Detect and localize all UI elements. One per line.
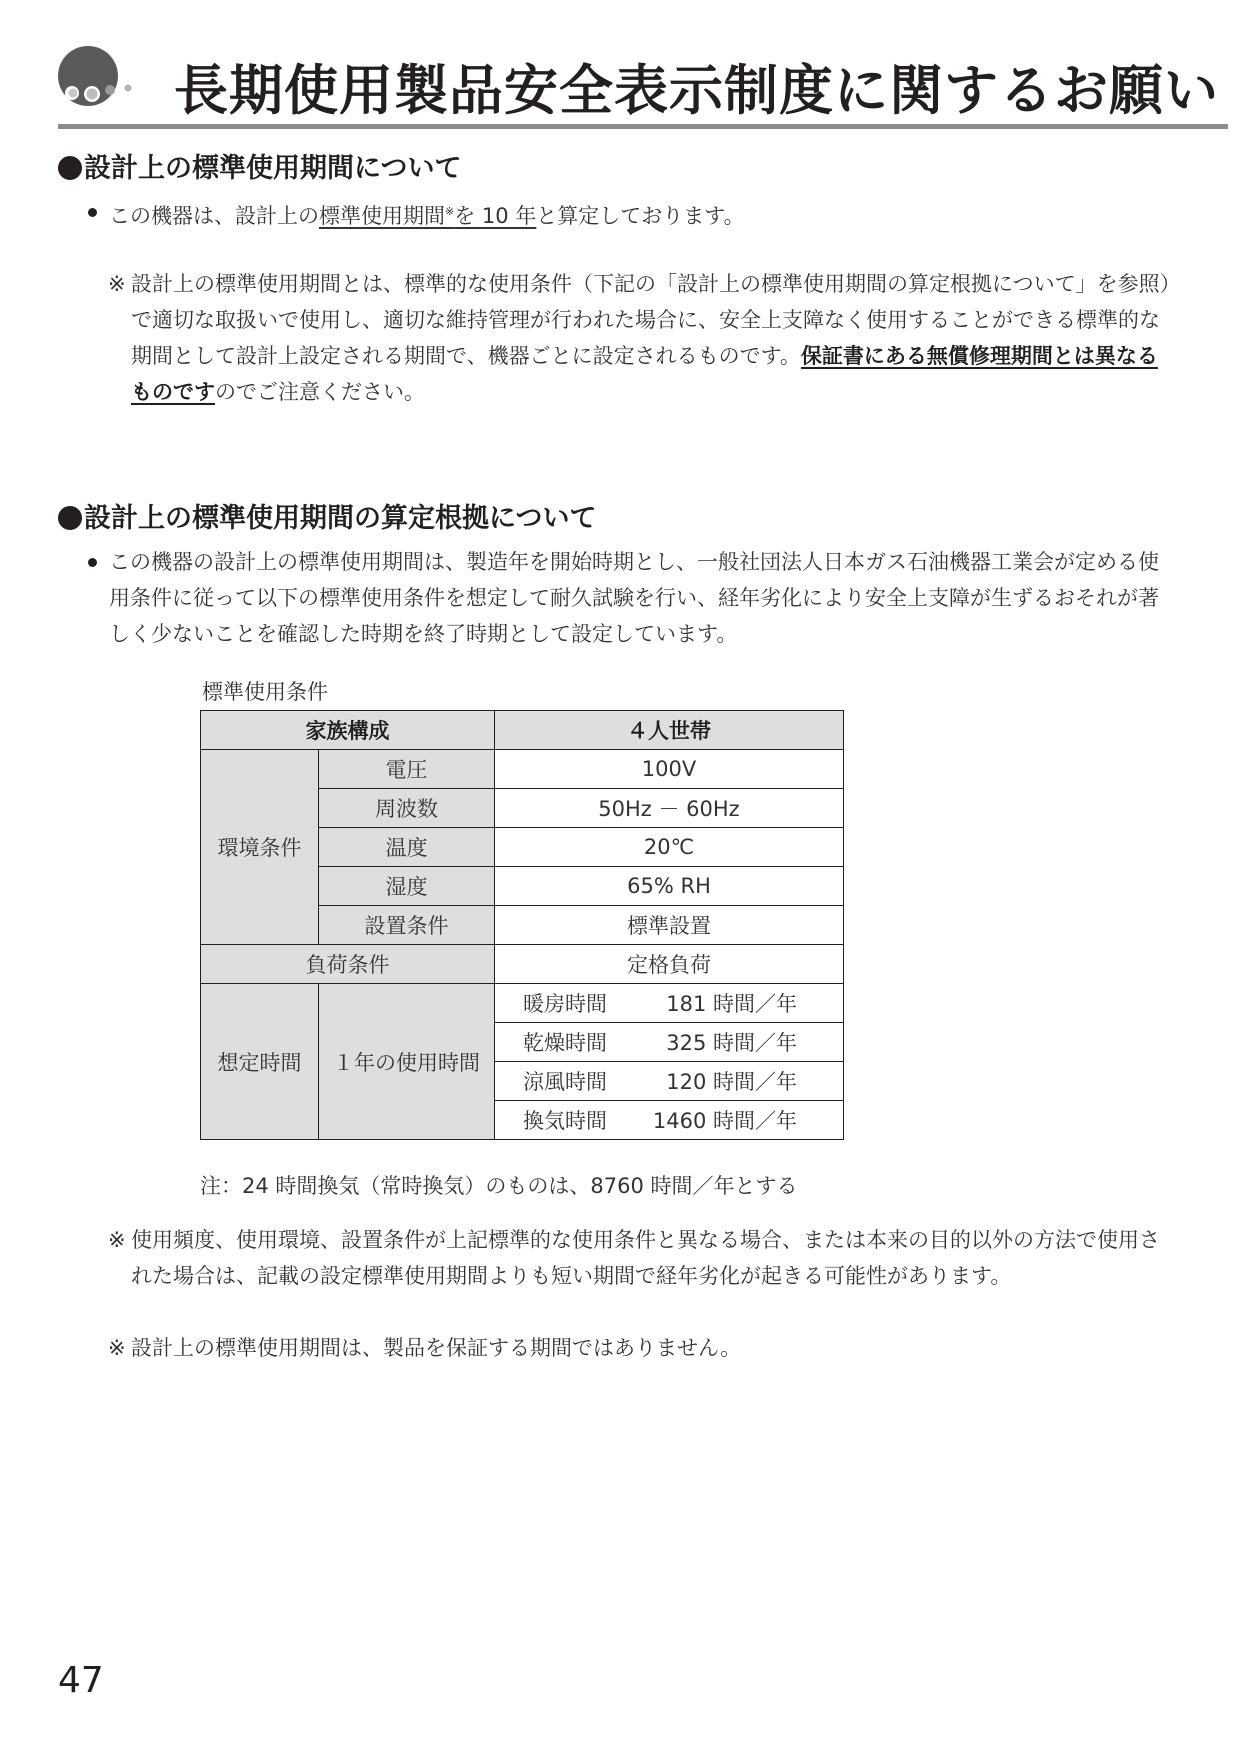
family-label: 家族構成 bbox=[201, 711, 495, 750]
usage-drying bbox=[495, 1023, 844, 1062]
installation-label: 設置条件 bbox=[319, 906, 495, 945]
humidity-value: 65% RH bbox=[495, 867, 844, 906]
usage-label: 乾燥時間 bbox=[523, 1031, 607, 1055]
usage-heating bbox=[495, 984, 844, 1023]
standard-period-label: 標準使用期間 bbox=[319, 204, 445, 228]
frequency-value: 50Hz － 60Hz bbox=[495, 789, 844, 828]
page-header bbox=[58, 38, 1228, 130]
usage-value: 120 時間／年 bbox=[666, 1070, 797, 1094]
bullet-standard-period bbox=[88, 194, 1168, 234]
standard-period-term bbox=[319, 204, 536, 228]
bullet-dot-icon bbox=[58, 156, 82, 180]
circle-bullet-icon bbox=[58, 44, 158, 114]
humidity-label: 湿度 bbox=[319, 867, 495, 906]
section-heading-text: 設計上の標準使用期間について bbox=[84, 153, 462, 184]
usage-cool-breeze bbox=[495, 1062, 844, 1101]
load-value: 定格負荷 bbox=[495, 945, 844, 984]
page-title: 長期使用製品安全表示制度に関するお願い bbox=[174, 59, 1219, 122]
warranty-emphasis: 保証書にある無償修理期間とは異なるものです bbox=[131, 344, 1158, 404]
usage-label: 換気時間 bbox=[523, 1109, 607, 1133]
usage-value: 325 時間／年 bbox=[666, 1031, 797, 1055]
note-mark: ※ bbox=[108, 1336, 126, 1360]
usage-value: 181 時間／年 bbox=[666, 992, 797, 1016]
note-text: 設計上の標準使用期間は、製品を保証する期間ではありません。 bbox=[131, 1336, 742, 1360]
env-label: 環境条件 bbox=[201, 750, 319, 945]
voltage-value: 100V bbox=[495, 750, 844, 789]
usage-value: 1460 時間／年 bbox=[652, 1109, 797, 1133]
load-label: 負荷条件 bbox=[201, 945, 495, 984]
note-text bbox=[108, 266, 1176, 410]
title-underline bbox=[58, 124, 1228, 129]
bullet-basis bbox=[88, 544, 1168, 652]
bullet-dot-icon bbox=[58, 506, 82, 530]
annual-usage-label: １年の使用時間 bbox=[319, 984, 495, 1140]
bullet-text bbox=[88, 194, 1168, 234]
note-not-warranty bbox=[108, 1330, 1176, 1366]
standard-conditions-table bbox=[200, 710, 844, 1140]
bullet-dot-icon bbox=[88, 208, 97, 217]
frequency-label: 周波数 bbox=[319, 789, 495, 828]
bullet-text: この機器の設計上の標準使用期間は、製造年を開始時期とし、一般社団法人日本ガス石油機器工業会が定める使用条件に従って以下の標準使用条件を想定して耐久試験を行い、経年劣化により安全上支障が生ずるおそれが著しく少ないことを確認した時期を終了時期として設定しています。 bbox=[109, 550, 1159, 646]
note-mark: ※ bbox=[108, 272, 126, 296]
voltage-label: 電圧 bbox=[319, 750, 495, 789]
section-heading-standard-period bbox=[58, 146, 461, 185]
note-text: 使用頻度、使用環境、設置条件が上記標準的な使用条件と異なる場合、または本来の目的以外の方法で使用された場合は、記載の設定標準使用期間よりも短い期間で経年劣化が起きる可能性があります。 bbox=[131, 1228, 1160, 1288]
table-row bbox=[201, 984, 844, 1023]
page-number: 47 bbox=[58, 1660, 104, 1701]
bullet-dot-icon bbox=[88, 558, 97, 567]
table-caption: 標準使用条件 bbox=[202, 680, 328, 704]
usage-label: 暖房時間 bbox=[523, 992, 607, 1016]
temperature-label: 温度 bbox=[319, 828, 495, 867]
installation-value: 標準設置 bbox=[495, 906, 844, 945]
note-body: 設計上の標準使用期間とは、標準的な使用条件（下記の「設計上の標準使用期間の算定根拠について」を参照）で適切な取扱いで使用し、適切な維持管理が行われた場合に、安全上支障なく使用することができる標準的な期間として設計上設定される期間で、機器ごとに設定されるものです。 bbox=[131, 272, 1171, 368]
footnote-mark: ※ bbox=[445, 205, 455, 218]
standard-period-years: を 10 年 bbox=[454, 204, 537, 228]
section-heading-basis bbox=[58, 496, 596, 535]
table-row bbox=[201, 945, 844, 984]
table-footnote: 注：24 時間換気（常時換気）のものは、8760 時間／年とする bbox=[200, 1174, 798, 1198]
assumed-time-label: 想定時間 bbox=[201, 984, 319, 1140]
bullet-text-prefix: この機器は、設計上の bbox=[109, 204, 319, 228]
usage-ventilation bbox=[495, 1101, 844, 1140]
note-usage-conditions bbox=[108, 1222, 1176, 1294]
section-heading-text: 設計上の標準使用期間の算定根拠について bbox=[84, 503, 597, 534]
bullet-text-suffix: と算定しております。 bbox=[536, 204, 745, 228]
note-definition bbox=[108, 266, 1176, 410]
table-row bbox=[201, 750, 844, 789]
note-mark: ※ bbox=[108, 1228, 126, 1252]
table-row bbox=[201, 711, 844, 750]
temperature-value: 20℃ bbox=[495, 828, 844, 867]
note-tail: のでご注意ください。 bbox=[215, 380, 425, 404]
family-value: ４人世帯 bbox=[495, 711, 844, 750]
usage-label: 涼風時間 bbox=[523, 1070, 607, 1094]
